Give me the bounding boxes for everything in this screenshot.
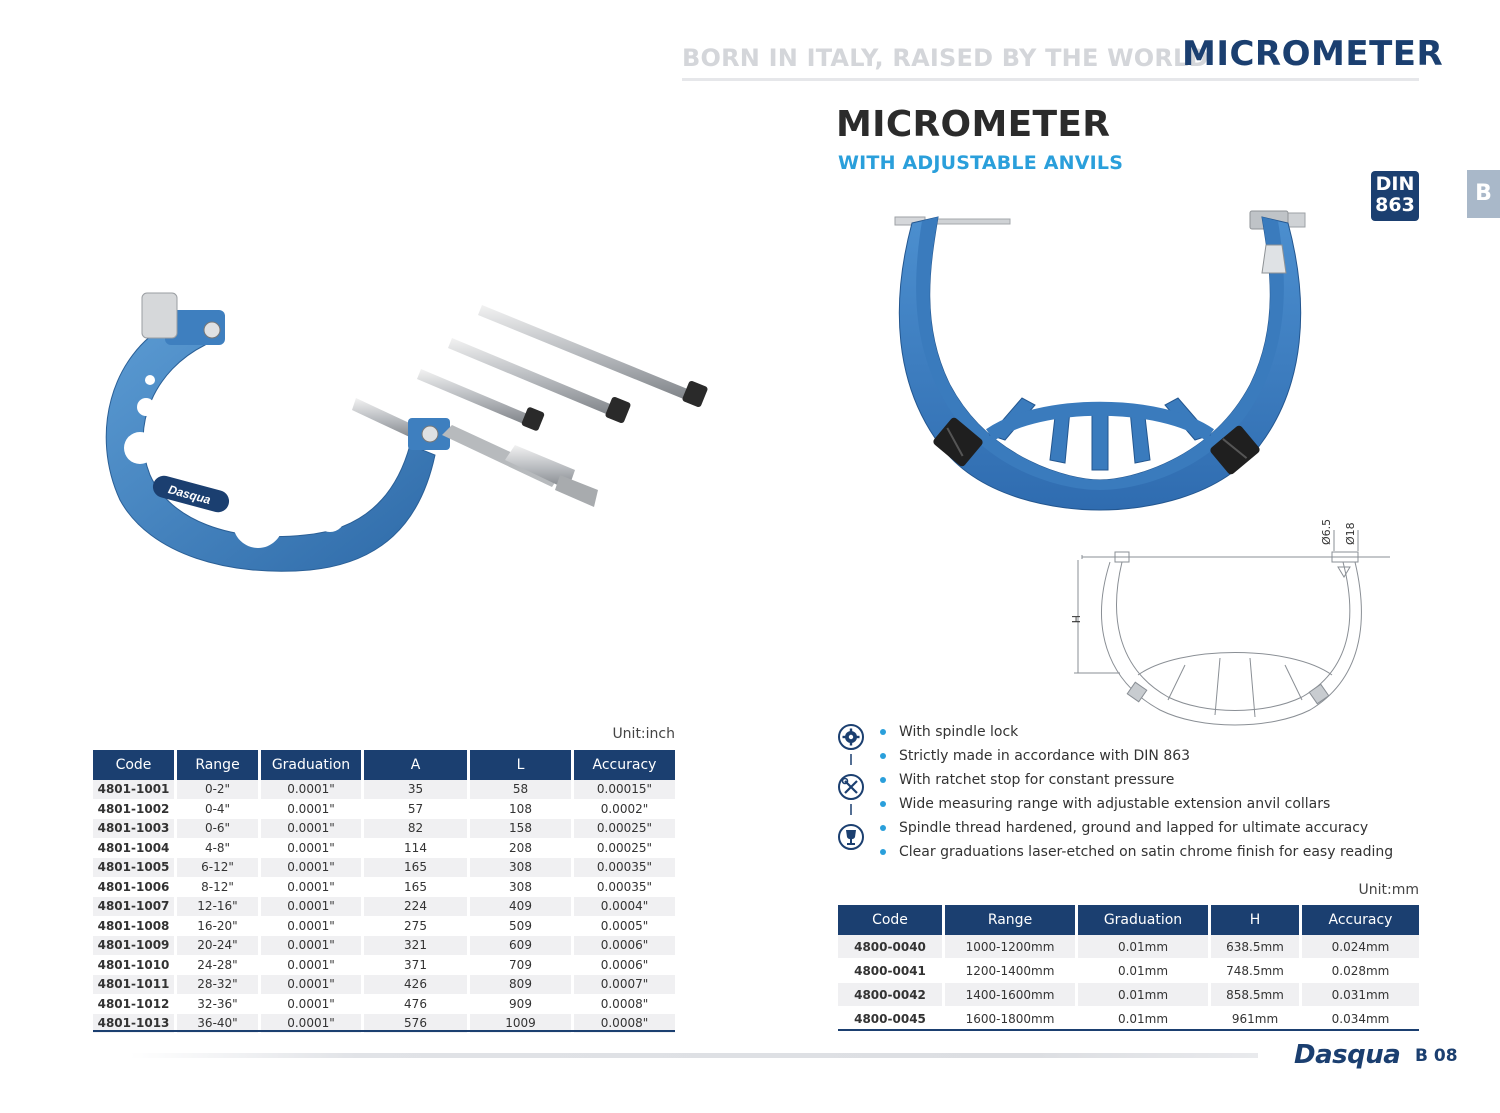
cell-code: 4801-1005 <box>93 858 177 878</box>
cell-h: 858.5mm <box>1211 983 1302 1007</box>
cell-range: 0-2" <box>177 780 261 800</box>
cell-range: 20-24" <box>177 936 261 956</box>
cell-l: 909 <box>470 995 574 1015</box>
inch-table-bottom-rule <box>93 1030 675 1032</box>
cell-range: 0-6" <box>177 819 261 839</box>
feature-item: With ratchet stop for constant pressure <box>878 770 1393 794</box>
cell-graduation: 0.0001" <box>261 800 364 820</box>
table-row <box>93 917 675 937</box>
anvil-rod-long <box>478 305 708 408</box>
cell-graduation: 0.0001" <box>261 995 364 1015</box>
cell-h: 961mm <box>1211 1007 1302 1031</box>
gear-icon <box>839 725 863 749</box>
table-row <box>93 839 675 859</box>
cell-range: 16-20" <box>177 917 261 937</box>
cell-accuracy: 0.0007" <box>574 975 675 995</box>
dim-label-d1: Ø6.5 <box>1320 518 1333 545</box>
cell-accuracy: 0.028mm <box>1302 959 1419 983</box>
cell-graduation: 0.0001" <box>261 780 364 800</box>
feature-item: Wide measuring range with adjustable extension anvil collars <box>878 794 1393 818</box>
cell-accuracy: 0.0005" <box>574 917 675 937</box>
cell-accuracy: 0.031mm <box>1302 983 1419 1007</box>
col-code: Code <box>838 905 945 935</box>
cell-code: 4801-1009 <box>93 936 177 956</box>
cell-range: 12-16" <box>177 897 261 917</box>
dim-label-d2: Ø18 <box>1344 522 1357 545</box>
cell-accuracy: 0.0008" <box>574 995 675 1015</box>
cell-a: 476 <box>364 995 470 1015</box>
footer-brand-logo: Dasqua <box>1294 1040 1401 1070</box>
header-section-title: MICROMETER <box>1182 34 1444 74</box>
cell-accuracy: 0.00035" <box>574 858 675 878</box>
cell-accuracy: 0.00015" <box>574 780 675 800</box>
cell-graduation: 0.01mm <box>1078 983 1211 1007</box>
table-row <box>93 975 675 995</box>
col-range: Range <box>177 750 261 780</box>
trophy-icon <box>839 825 863 849</box>
table-row <box>93 780 675 800</box>
cell-graduation: 0.0001" <box>261 897 364 917</box>
feature-list <box>878 722 1393 866</box>
cell-range: 8-12" <box>177 878 261 898</box>
cell-range: 1600-1800mm <box>945 1007 1078 1031</box>
cell-l: 409 <box>470 897 574 917</box>
large-micrometer-image <box>890 205 1310 515</box>
cell-range: 28-32" <box>177 975 261 995</box>
cell-graduation: 0.0001" <box>261 819 364 839</box>
cell-l: 509 <box>470 917 574 937</box>
cell-code: 4800-0045 <box>838 1007 945 1031</box>
cell-code: 4801-1001 <box>93 780 177 800</box>
cell-a: 82 <box>364 819 470 839</box>
cell-graduation: 0.0001" <box>261 878 364 898</box>
cell-l: 709 <box>470 956 574 976</box>
product-title: MICROMETER <box>836 104 1111 145</box>
cell-h: 748.5mm <box>1211 959 1302 983</box>
cell-accuracy: 0.024mm <box>1302 935 1419 959</box>
cell-h: 638.5mm <box>1211 935 1302 959</box>
cell-graduation: 0.01mm <box>1078 935 1211 959</box>
cell-l: 1009 <box>470 1014 574 1034</box>
cell-range: 32-36" <box>177 995 261 1015</box>
cell-accuracy: 0.00025" <box>574 839 675 859</box>
table-row <box>838 1007 1419 1031</box>
table-header-row <box>93 750 675 780</box>
table-row <box>93 995 675 1015</box>
table-row <box>838 983 1419 1007</box>
cell-a: 224 <box>364 897 470 917</box>
cell-code: 4800-0042 <box>838 983 945 1007</box>
cell-a: 35 <box>364 780 470 800</box>
feature-icon-column <box>836 724 866 854</box>
table-row <box>838 935 1419 959</box>
cell-range: 6-12" <box>177 858 261 878</box>
cell-a: 275 <box>364 917 470 937</box>
cell-a: 576 <box>364 1014 470 1034</box>
cell-range: 1400-1600mm <box>945 983 1078 1007</box>
cell-code: 4801-1011 <box>93 975 177 995</box>
cell-range: 1000-1200mm <box>945 935 1078 959</box>
cell-graduation: 0.0001" <box>261 936 364 956</box>
cell-graduation: 0.0001" <box>261 858 364 878</box>
cell-code: 4801-1003 <box>93 819 177 839</box>
feature-item: Spindle thread hardened, ground and lapped for ultimate accuracy <box>878 818 1393 842</box>
cell-accuracy: 0.0006" <box>574 936 675 956</box>
cell-accuracy: 0.0008" <box>574 1014 675 1034</box>
cell-l: 158 <box>470 819 574 839</box>
cell-accuracy: 0.0002" <box>574 800 675 820</box>
table-row <box>838 959 1419 983</box>
col-graduation: Graduation <box>261 750 364 780</box>
col-h: H <box>1211 905 1302 935</box>
col-accuracy: Accuracy <box>574 750 675 780</box>
dim-label-h: H <box>1069 615 1082 624</box>
table-row <box>93 956 675 976</box>
footer-rule <box>130 1053 1258 1058</box>
section-tab-b[interactable]: B <box>1467 170 1500 218</box>
feature-item: Strictly made in accordance with DIN 863 <box>878 746 1393 770</box>
cell-code: 4800-0041 <box>838 959 945 983</box>
din-badge-line1: DIN <box>1375 173 1415 195</box>
cell-graduation: 0.0001" <box>261 956 364 976</box>
dimension-drawing <box>1060 515 1410 745</box>
mm-table-bottom-rule <box>838 1029 1419 1031</box>
cell-accuracy: 0.00035" <box>574 878 675 898</box>
cell-l: 58 <box>470 780 574 800</box>
inch-spec-table <box>93 750 675 1034</box>
cell-a: 114 <box>364 839 470 859</box>
cell-a: 165 <box>364 878 470 898</box>
cell-l: 809 <box>470 975 574 995</box>
cell-a: 57 <box>364 800 470 820</box>
col-a: A <box>364 750 470 780</box>
table-header-row <box>838 905 1419 935</box>
cell-code: 4801-1006 <box>93 878 177 898</box>
tools-icon <box>839 775 863 799</box>
din-badge-line2: 863 <box>1375 194 1415 216</box>
cell-range: 1200-1400mm <box>945 959 1078 983</box>
header-slogan: BORN IN ITALY, RAISED BY THE WORLD <box>682 44 1209 72</box>
cell-graduation: 0.0001" <box>261 975 364 995</box>
inch-unit-label: Unit:inch <box>612 726 675 742</box>
cell-range: 0-4" <box>177 800 261 820</box>
col-code: Code <box>93 750 177 780</box>
cell-code: 4800-0040 <box>838 935 945 959</box>
mm-spec-table <box>838 905 1419 1031</box>
cell-accuracy: 0.00025" <box>574 819 675 839</box>
micrometer-product-image <box>90 285 720 580</box>
cell-code: 4801-1013 <box>93 1014 177 1034</box>
cell-code: 4801-1004 <box>93 839 177 859</box>
cell-code: 4801-1010 <box>93 956 177 976</box>
cell-code: 4801-1012 <box>93 995 177 1015</box>
mm-unit-label: Unit:mm <box>1358 882 1419 898</box>
feature-item: Clear graduations laser-etched on satin chrome finish for easy reading <box>878 842 1393 866</box>
page-number: B 08 <box>1415 1046 1458 1066</box>
table-row <box>93 819 675 839</box>
table-row <box>93 936 675 956</box>
cell-l: 108 <box>470 800 574 820</box>
cell-l: 308 <box>470 878 574 898</box>
cell-graduation: 0.01mm <box>1078 1007 1211 1031</box>
cell-accuracy: 0.034mm <box>1302 1007 1419 1031</box>
cell-range: 36-40" <box>177 1014 261 1034</box>
cell-code: 4801-1002 <box>93 800 177 820</box>
cell-range: 4-8" <box>177 839 261 859</box>
cell-accuracy: 0.0004" <box>574 897 675 917</box>
col-range: Range <box>945 905 1078 935</box>
cell-l: 208 <box>470 839 574 859</box>
cell-code: 4801-1008 <box>93 917 177 937</box>
col-accuracy: Accuracy <box>1302 905 1419 935</box>
col-graduation: Graduation <box>1078 905 1211 935</box>
feature-item: With spindle lock <box>878 722 1393 746</box>
cell-accuracy: 0.0006" <box>574 956 675 976</box>
table-row <box>93 878 675 898</box>
cell-graduation: 0.0001" <box>261 917 364 937</box>
cell-graduation: 0.0001" <box>261 1014 364 1034</box>
cell-code: 4801-1007 <box>93 897 177 917</box>
product-subtitle: WITH ADJUSTABLE ANVILS <box>838 152 1124 174</box>
cell-a: 165 <box>364 858 470 878</box>
cell-a: 426 <box>364 975 470 995</box>
table-row <box>93 897 675 917</box>
cell-graduation: 0.0001" <box>261 839 364 859</box>
table-row <box>93 800 675 820</box>
table-row <box>93 858 675 878</box>
cell-a: 371 <box>364 956 470 976</box>
cell-l: 308 <box>470 858 574 878</box>
din-863-badge <box>1371 171 1419 221</box>
cell-l: 609 <box>470 936 574 956</box>
header-divider <box>682 78 1419 81</box>
cell-range: 24-28" <box>177 956 261 976</box>
frame-logo: Dasqua <box>166 482 213 507</box>
col-l: L <box>470 750 574 780</box>
cell-a: 321 <box>364 936 470 956</box>
cell-graduation: 0.01mm <box>1078 959 1211 983</box>
